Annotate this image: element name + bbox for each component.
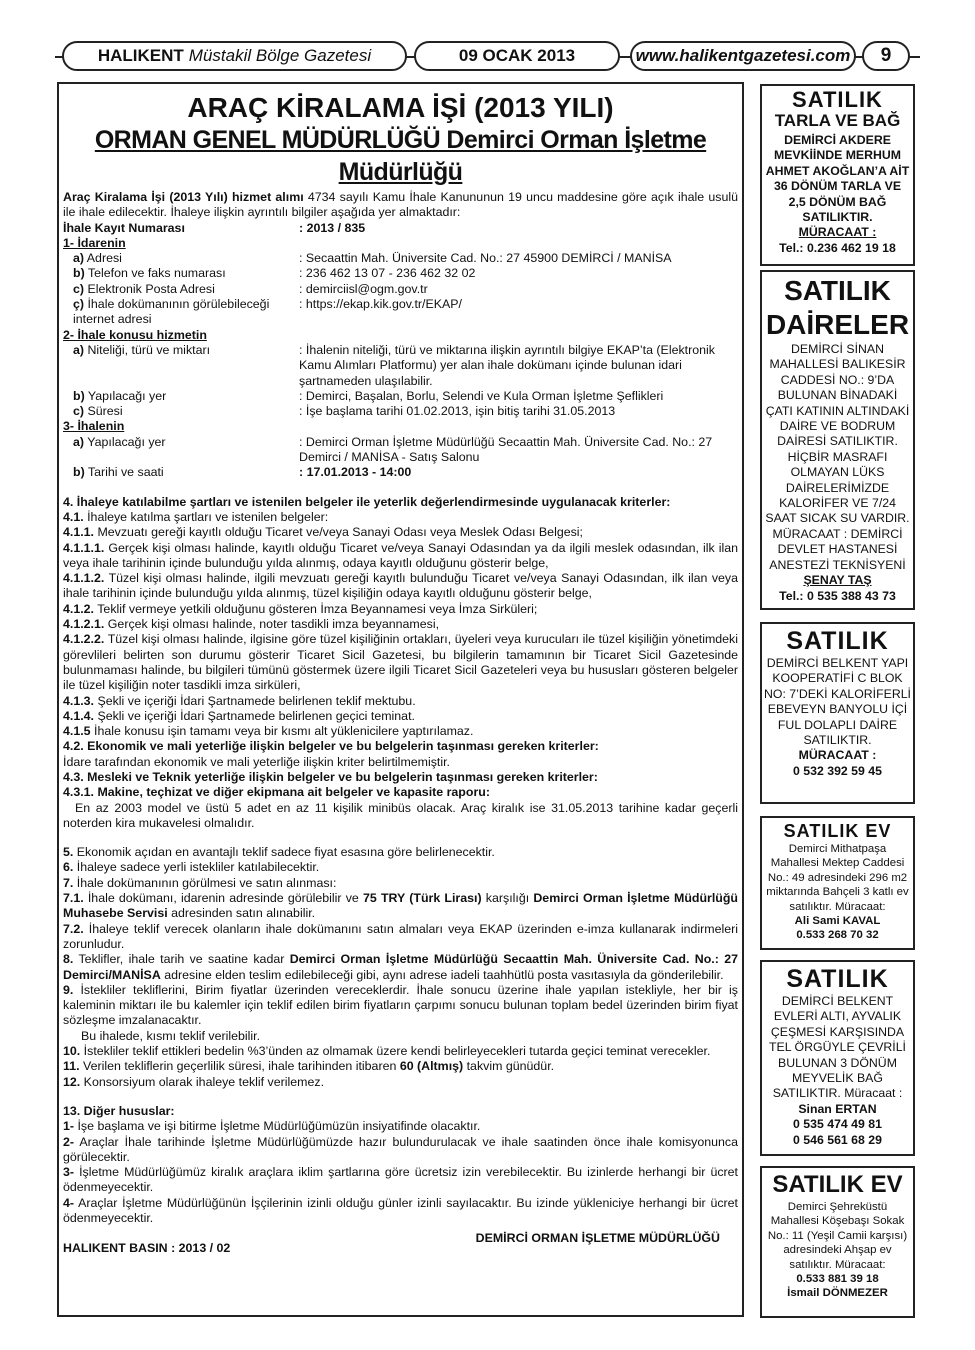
para-7-2: 7.2. İhaleye teklif verecek olanların ihale dokümanını satın almaları veya EKAP üzerinden e-imza kullanarak indirmeleri zorunludur. — [63, 921, 738, 951]
ad-title: SATILIK — [786, 965, 889, 993]
para-13-4: 4- Araçlar İşletme Müdürlüğünün İşçilerinin izinli olduğu günler izinli sayılacaktır. Bu izinde yükleniciye herhangi bir ücret ödenmeyecektir. — [63, 1195, 738, 1225]
ad-phone: 0.533 881 39 18 — [796, 1273, 879, 1286]
para-4-3: 4.3. Mesleki ve Teknik yeterliğe ilişkin belgeler ve bu belgelerin taşınması gereken kriterler: — [63, 769, 598, 784]
ad-body: Demirci Mithatpaşa Mahallesi Mektep Caddesi No.: 49 adresindeki 296 m2 miktarında Bahçeli 3 katlı ev satılıktır. Müracaat: — [766, 843, 909, 913]
para-4-3-1: 4.3.1. Makine, teçhizat ve diğer ekipmana ait belgeler ve kapasite raporu: — [63, 785, 490, 800]
para-4-1-1-1: 4.1.1.1. Gerçek kişi olması halinde, kayıtlı olduğu Ticaret ve/veya Sanayi Odasından ya da ilgili meslek odasından, ilk ilan veya ihale tarihinin içinde bulunduğu yılda alınmış, odaya kayıtlı olduğunu gösterir belge, — [63, 540, 738, 570]
para-4: 4. İhaleye katılabilme şartları ve istenilen belgeler ile yeterlik değerlendirmesinde uygulanacak kriterler: — [63, 494, 671, 509]
newspaper-subtitle: Müstakil Bölge Gazetesi — [188, 46, 372, 65]
ad-phone: 0 532 392 59 45 — [793, 763, 882, 778]
ekap-url: : https://ekap.kik.gov.tr/EKAP/ — [299, 297, 462, 312]
ad-contact-label: MÜRACAAT : — [798, 748, 877, 763]
ad-contact-name: ŞENAY TAŞ — [803, 573, 872, 588]
page-number: 9 — [862, 41, 910, 71]
ad-contact-name: Ali Sami KAVAL — [794, 915, 881, 928]
para-13: 13. Diğer hususlar: — [63, 1103, 175, 1118]
s1c-row: c) Elektronik Posta Adresi : demirciisl@ogm.gov.tr — [63, 282, 738, 297]
s3b-row: b) Tarihi ve saati : 17.01.2013 - 14:00 — [73, 465, 412, 480]
para-13-2: 2- Araçlar İhale tarihinde İşletme Müdürlüğümüzde hazır bulundurulacak ve ihale saatinden önce ihale komisyonunca görülecektir. — [63, 1134, 738, 1164]
ad-body: DEMİRCİ BELKENT EVLERİ ALTI, AYVALIK ÇEŞMESİ KARŞISINDA TEL ÖRGÜYLE ÇEVRİLİ BULUNAN 3 DÖNÜM MEYVELİK BAĞ SATILIKTIR. Müracaat : — [769, 994, 906, 1101]
para-8: 8. Teklifler, ihale tarih ve saatine kadar Demirci Orman İşletme Müdürlüğü Secaattin Mah. Üniversite Cad. No.: 27 Demirci/MANİSA adresine elden teslim edilebileceği gibi, aynı adrese iadeli taahhütlü posta vasıtasıyla da gönderilebilir. — [63, 952, 738, 982]
para-4-1-5: 4.1.5 İhale konusu işin tamamı veya bir kısmı alt yüklenicilere yaptırılamaz. — [63, 724, 474, 739]
notice-title: ARAÇ KİRALAMA İŞİ (2013 YILI) — [187, 92, 614, 123]
para-11: 11. Verilen tekliflerin geçerlilik süresi, ihale tarihinden itibaren 60 (Altmış) takvim günüdür. — [63, 1059, 555, 1074]
s1d-row: ç) İhale dokümanının görülebileceği internet adresi : https://ekap.kik.gov.tr/EKAP/ — [63, 297, 738, 328]
newspaper-title: HALIKENT — [97, 46, 184, 65]
ad-daireler — [760, 270, 915, 610]
para-5: 5. Ekonomik açıdan en avantajlı teklif sadece fiyat esasına göre belirlenecektir. — [63, 845, 495, 860]
para-4-2: 4.2. Ekonomik ve mali yeterliğe ilişkin belgeler ve bu belgelerin taşınması gereken kriterler: — [63, 739, 599, 754]
ad-tarla-bag — [760, 84, 915, 266]
ad-body: DEMİRCİ BELKENT YAPI KOOPERATİFİ C BLOK NO: 7’DEKİ KALORİFERLİ EBEVEYN BANYOLU İÇİ FUL DOLAPLI DAİRE SATILIKTIR. — [764, 656, 911, 748]
ad-title: SATILIK EV — [783, 821, 892, 841]
website-link[interactable]: www.halikentgazetesi.com — [630, 41, 856, 71]
basin-code: HALIKENT BASIN : 2013 / 02 — [63, 1241, 231, 1256]
s3a-row: a) Yapılacağı yer : Demirci Orman İşletme Müdürlüğü Secaattin Mah. Üniversite Cad. No.: 27 Demirci / MANİSA - Satış Salonu — [73, 434, 713, 465]
ad-phone: 0 535 474 49 81 — [793, 1117, 882, 1132]
ad-belkent-daire — [760, 622, 915, 804]
signature: DEMİRCİ ORMAN İŞLETME MÜDÜRLÜĞÜ — [475, 1231, 720, 1246]
ad-subtitle: DAİRELER — [765, 309, 910, 340]
s1a-row: a) Adresi : Secaattin Mah. Üniversite Cad. No.: 27 45900 DEMİRCİ / MANİSA — [73, 251, 672, 266]
ad-phone: 0.533 268 70 32 — [796, 929, 879, 942]
ad-body: DEMİRCİ SİNAN MAHALLESİ BALIKESİR CADDESİ NO.: 9’DA BULUNAN BİNADAKİ ÇATI KATININ ALTINDAKİ DAİRE VE BODRUM DAİRESİ SATILIKTIR. HİÇBİR MASRAFI OLMAYAN LÜKS DAİRELERİMİZDE KALORİFER VE 7/24 SAAT SICAK SU VARDIR. MÜRACAAT : DEMİRCİ DEVLET HASTANESİ ANESTEZİ TEKNİSYENİ — [765, 342, 910, 572]
notice-subtitle: ORMAN GENEL MÜDÜRLÜĞÜ Demirci Orman İşletme Müdürlüğü — [94, 126, 707, 186]
ad-contact-name: İsmail DÖNMEZER — [787, 1287, 888, 1300]
issue-date: 09 OCAK 2013 — [414, 41, 620, 71]
s1b-row: b) Telefon ve faks numarası : 236 462 13 07 - 236 462 32 02 — [73, 266, 476, 281]
para-4-1-3: 4.1.3. Şekli ve içeriği İdari Şartnamede belirlenen teklif mektubu. — [63, 693, 416, 708]
s2b-row: b) Yapılacağı yer : Demirci, Başalan, Borlu, Selendi ve Kula Orman İşletme Şeflikleri — [73, 388, 664, 403]
para-10: 10. İstekliler teklif ettikleri bedelin %3’ünden az olmamak üzere kendi belirleyecekleri tutarda geçici teminat verecekler. — [63, 1044, 711, 1059]
para-13-3: 3- İşletme Müdürlüğümüz kiralık araçlara iklim şartlarına göre ücretsiz izin verebilecektir. Bu izinlerde herhangi bir ücret ödenmeyecektir. — [63, 1165, 738, 1195]
para-4-3-1-text: En az 2003 model ve üstü 5 adet en az 11 kişilik minibüs olacak. Araç kiralık ise 31.05.2013 tarihine kadar geçerli noterden kira mukavelesi olmalıdır. — [63, 800, 738, 830]
ad-contact-name: Sinan ERTAN — [798, 1101, 877, 1116]
ad-phone: Tel.: 0 535 388 43 73 — [779, 588, 896, 603]
para-4-1-2-1: 4.1.2.1. Gerçek kişi olması halinde, noter tasdikli imza beyannamesi, — [63, 617, 440, 632]
para-4-1-1: 4.1.1. Mevzuatı gereği kayıtlı olduğu Ticaret ve/veya Sanayi Odası veya Meslek Odası Belgesi; — [63, 525, 583, 540]
ad-bag — [760, 960, 915, 1156]
ad-satilik-ev-1 — [760, 816, 915, 950]
ad-subtitle: TARLA VE BAĞ — [774, 111, 901, 130]
para-4-1-4: 4.1.4. Şekli ve içeriği İdari Şartnamede belirlenen geçici teminat. — [63, 708, 415, 723]
para-6: 6. İhaleye sadece yerli istekliler katılabilecektir. — [63, 860, 320, 875]
registration-row: İhale Kayıt Numarası : 2013 / 835 — [63, 220, 366, 235]
para-4-2-text: İdare tarafından ekonomik ve mali yeterliğe ilişkin kriter belirtilmemiştir. — [63, 754, 451, 769]
para-12: 12. Konsorsiyum olarak ihaleye teklif verilemez. — [63, 1074, 325, 1089]
newspaper-name — [62, 41, 407, 71]
ad-title: SATILIK EV — [772, 1171, 903, 1198]
para-7-1: 7.1. İhale dokümanı, idarenin adresinde görülebilir ve 75 TRY (Türk Lirası) karşılığı Demirci Orman İşletme Müdürlüğü Muhasebe Servisi adresinden satın alınabilir. — [63, 891, 739, 921]
para-13-1: 1- İşe başlama ve işi bitirme İşletme Müdürlüğümüzün insiyatifinde olacaktır. — [63, 1119, 481, 1134]
email-address: : demirciisl@ogm.gov.tr — [299, 281, 428, 296]
ad-body: Demirci Şehreküstü Mahallesi Köşebaşı Sokak No.: 11 (Yeşil Camii karşısı) adresindeki Ahşap ev satılıktır. Müracaat: — [767, 1201, 908, 1271]
para-4-1-2-2: 4.1.2.2. Tüzel kişi olması halinde, ilgisine göre tüzel kişiliğinin ortakları, üyeleri veya kurucuları ile tüzel kişiliğin yönetimdeki görevlileri belirten son durumu gösterir Ticaret Sicil Gazetesi, bu bilgilerin tamamının bir Ticaret Sicil Gazetesinde bulunmaması halinde, bu bilgileri tümünü göstermek üzere ilgili Ticaret Sicil Gazeteleri veya bu hususları gösteren belgeler ile tüzel kişiliğin noter tasdikli imza sirküleri, — [63, 632, 738, 693]
notice-intro: Araç Kiralama İşi (2013 Yılı) hizmet alımı 4734 sayılı Kamu İhale Kanununun 19 uncu maddesine göre açık ihale usulü ile ihale edilecektir. İhaleye ilişkin ayrıntılı bilgiler aşağıda yer almaktadır: — [63, 190, 738, 220]
ad-title: SATILIK — [784, 275, 891, 306]
ad-satilik-ev-2 — [760, 1166, 915, 1318]
s2a-row: a) Niteliği, türü ve miktarı : İhalenin niteliği, türü ve miktarına ilişkin ayrıntılı bilgiye EKAP’ta (Elektronik Kamu Alımları Platformu) yer alan ihale dokümanı içinde bulunan idari şartnameden ulaşılabilir. — [73, 342, 715, 388]
ad-body: DEMİRCİ AKDERE MEVKİİNDE MERHUM AHMET AKOĞLAN’A AİT 36 DÖNÜM TARLA VE 2,5 DÖNÜM BAĞ SATILIKTIR. — [765, 133, 910, 225]
section-1-title: 1- İdarenin — [63, 235, 126, 250]
para-7: 7. İhale dokümanının görülmesi ve satın alınması: — [63, 875, 337, 890]
ad-phone-2: 0 546 561 68 29 — [793, 1132, 882, 1147]
para-9-note: Bu ihalede, kısmı teklif verilebilir. — [81, 1028, 261, 1043]
ad-phone: Tel.: 0.236 462 19 18 — [779, 240, 896, 255]
para-4-1: 4.1. İhaleye katılma şartları ve istenilen belgeler: — [63, 509, 329, 524]
ad-title: SATILIK — [786, 627, 889, 655]
para-9: 9. İstekliler tekliflerini, Birim fiyatlar üzerinden vereceklerdir. İhale sonucu üzerine ihale yapılan istekliyle, her bir iş kaleminin miktarı ile bu kalemler için teklif edilen birim fiyatların çarpımı sonucu bulunan toplam bedel üzerinden birim fiyat sözleşme imzalanacaktır. — [63, 982, 738, 1028]
ad-contact-label: MÜRACAAT : — [798, 225, 877, 240]
section-2-title: 2- İhale konusu hizmetin — [63, 327, 207, 342]
tender-notice — [57, 82, 744, 1317]
para-4-1-2: 4.1.2. Teklif vermeye yetkili olduğunu gösteren İmza Beyannamesi veya İmza Sirküleri; — [63, 601, 538, 616]
para-4-1-1-2: 4.1.1.2. Tüzel kişi olması halinde, ilgili mevzuatı gereği kayıtlı bulunduğu Ticaret ve/veya Sanayi Odasından, ilk ilan veya ihale tarihinin içinde bulunduğu yılda alınmış, tüzel kişiliğin odaya kayıtlı olduğunu gösterir belge, — [63, 571, 738, 601]
s2c-row: c) Süresi : İşe başlama tarihi 01.02.2013, işin bitiş tarihi 31.05.2013 — [73, 404, 616, 419]
section-3-title: 3- İhalenin — [63, 419, 125, 434]
ad-title: SATILIK — [792, 87, 883, 112]
